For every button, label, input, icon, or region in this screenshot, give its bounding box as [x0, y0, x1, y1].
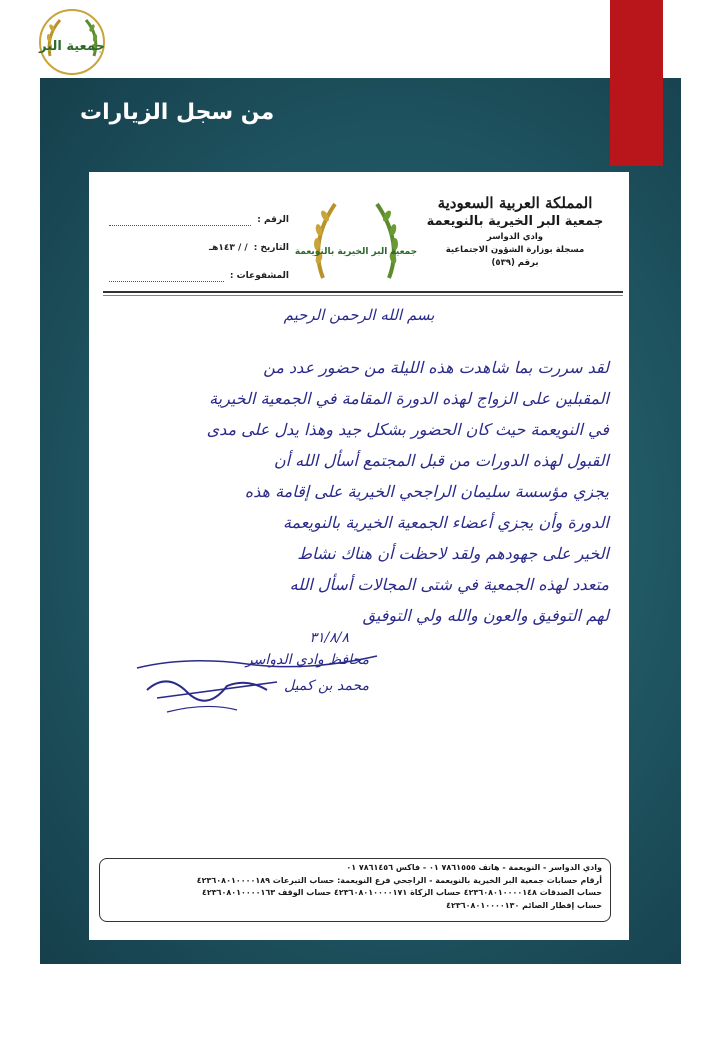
org-location: وادي الدواسر [486, 232, 544, 242]
scanned-letter [89, 172, 629, 940]
header-rule-accent [103, 295, 623, 296]
association-logo [36, 6, 108, 78]
logo-text: جمعية البر [39, 39, 105, 54]
page-title: من سجل الزيارات [80, 100, 275, 125]
org-name: جمعية البر الخيرية بالنويعمة [426, 214, 604, 229]
handwritten-signature [127, 642, 387, 722]
kingdom-name: المملكة العربية السعودية [437, 194, 593, 212]
footer-accounts-2: حساب الصدقات ٤٢٣٦٠٨٠١٠٠٠٠١٤٨ حساب الزكاة ٤٢٣٦٠٨٠١٠٠٠٠١٧١ حساب الوقف ٤٢٣٦٠٨٠١٠٠٠٠١٦٣ [201, 888, 602, 897]
org-reg-number: برقم (٥٣٩) [491, 258, 539, 268]
letter-line: لهم التوفيق والعون والله ولي التوفيق [362, 606, 609, 625]
red-tab-accent [610, 0, 663, 166]
letter-line: متعدد لهذه الجمعية في شتى المجالات أسأل الله [289, 575, 609, 594]
letter-line: الدورة وأن يجزي أعضاء الجمعية الخيرية بالنويعمة [282, 513, 609, 532]
footer-contact: وادي الدواسر - النويعمة - هاتف ٧٨٦١٥٥٥ ٠١ - فاكس ٧٨٦١٤٥٦ ٠١ [346, 863, 602, 872]
date-value: / / ١٤٣هـ [209, 243, 248, 253]
ref-dots [109, 215, 251, 226]
footer-accounts-3: حساب إفطار الصائم ٤٢٣٦٠٨٠١٠٠٠٠١٣٠ [446, 900, 602, 910]
letter-line: في النويعمة حيث كان الحضور بشكل جيد وهذا يدل على مدى [206, 420, 609, 439]
letter-line: لقد سررت بما شاهدت هذه الليلة من حضور عدد من [263, 358, 609, 377]
basmala: بسم الله الرحمن الرحيم [283, 306, 435, 324]
header-rule [103, 291, 623, 293]
org-registration: مسجلة بوزارة الشؤون الاجتماعية [445, 245, 585, 255]
letter-line: الخير على جهودهم ولقد لاحظت أن هناك نشاط [297, 544, 609, 563]
attachments-dots [109, 271, 224, 282]
signature-title: محافظ وادي الدواسر [245, 652, 369, 668]
letter-line: المقبلين على الزواج لهذه الدورة المقامة في الجمعية الخيرية [209, 389, 609, 408]
signature-date: ٣١/٨/٨ [309, 630, 349, 646]
letter-line: القبول لهذه الدورات من قبل المجتمع أسأل الله أن [273, 451, 609, 470]
attachments-label: المشفوعات : [229, 271, 289, 281]
letterhead-logo [294, 194, 418, 290]
letter-body [119, 352, 609, 631]
letter-line: يجزي مؤسسة سليمان الراجحي الخيرية على إقامة هذه [244, 482, 609, 501]
letterhead-logo-text: جمعية البر الخيرية بالنويعمة [294, 247, 418, 257]
ref-label: الرقم : [257, 215, 289, 225]
signature-name: محمد بن كميل [283, 678, 369, 694]
letterhead-org-block [415, 194, 615, 268]
date-label: التاريخ : [253, 243, 289, 253]
letter-reference-fields [109, 206, 289, 290]
letter-footer [99, 858, 611, 922]
footer-accounts: أرقام حسابات جمعية البر الخيرية بالنويعمة - الراجحي فرع النويعمة: حساب التبرعات ٤٢٣٦٠٨٠١٠٠٠٠١٨٩ [196, 875, 602, 885]
